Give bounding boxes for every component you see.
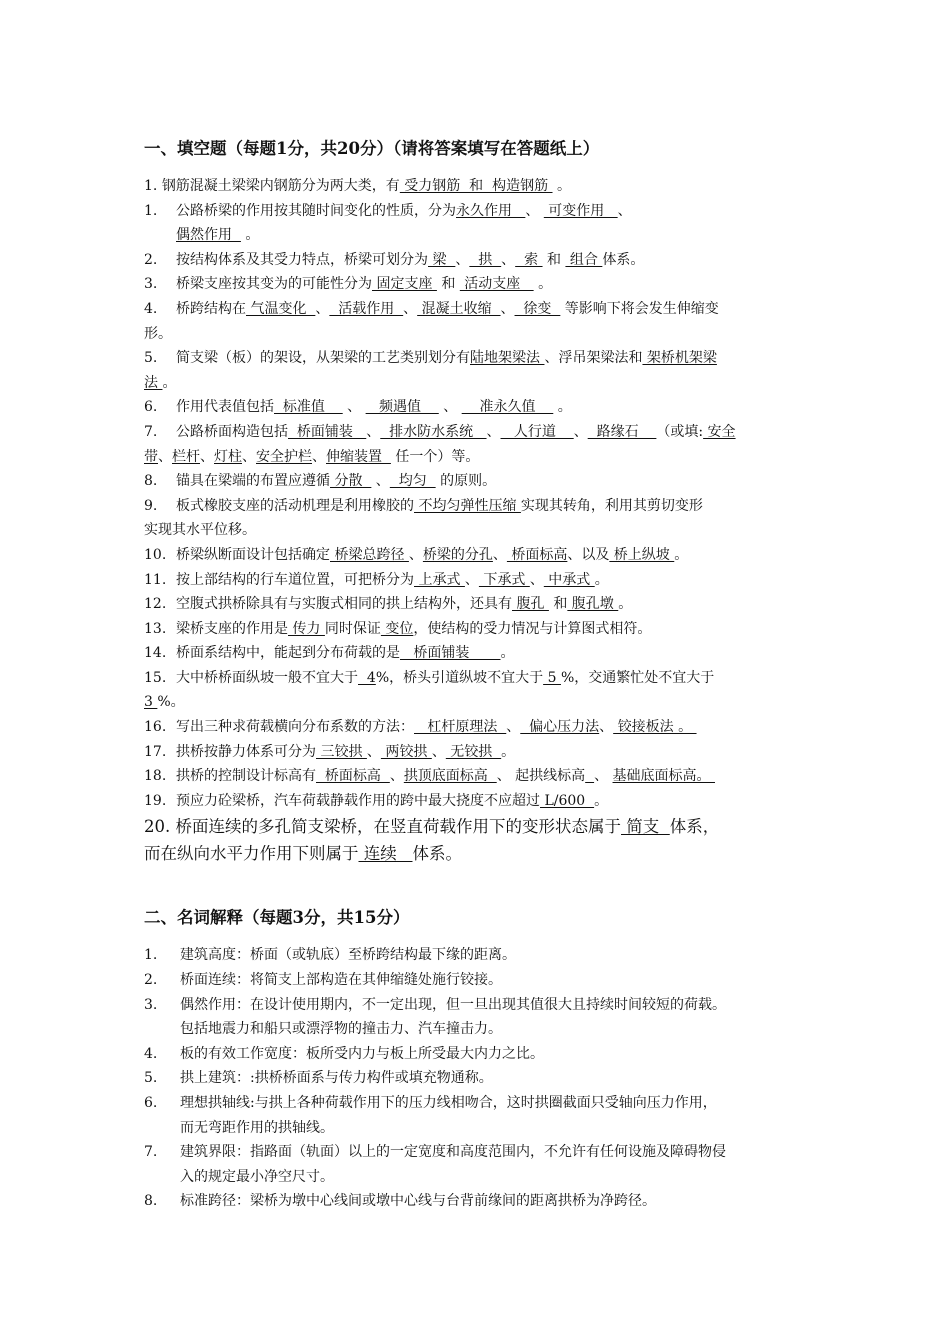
item-number: 16. [144, 719, 167, 736]
answer: L/600 [540, 792, 595, 809]
item-text: 锚具在梁端的布置应遵循 [176, 473, 330, 490]
answer: 不均匀弹性压缩 [414, 497, 521, 514]
answer: 偶然作用 [176, 227, 241, 244]
item-text: %，交通繁忙处不宜大于 [560, 669, 715, 686]
answer: 受力钢筋 和 构造钢筋 [399, 178, 553, 194]
fill-item-18 [144, 764, 816, 789]
answer: 架桥机架梁 [642, 350, 717, 367]
item-text: 和 [548, 596, 568, 613]
answer: 三铰拱 [316, 743, 367, 760]
item-number: 6. [144, 1095, 158, 1111]
item-number: 5. [144, 1070, 158, 1087]
item-number: 20. [144, 817, 171, 837]
answer: 无铰拱 [445, 743, 502, 760]
answer: 拱顶底面标高 [403, 768, 497, 785]
answer: 频遇值 [365, 399, 439, 416]
item-text: 。 [533, 276, 553, 293]
answer: 安全护栏 [256, 448, 312, 465]
answer: 永久作用 [456, 202, 526, 219]
answer: 4 [358, 669, 376, 686]
answer: 徐变 [514, 300, 561, 317]
item-text: 、 [455, 251, 470, 268]
fill-item-1 [144, 199, 816, 248]
answer: 铰接板法 。 [613, 719, 697, 736]
item-number: 8. [144, 1193, 158, 1210]
item-text: （或填: [656, 423, 704, 440]
item-text: 、以及 [567, 546, 610, 563]
fill-item-3 [144, 272, 816, 297]
definition-item-1 [144, 943, 816, 968]
item-text: 预应力砼梁桥，汽车荷载静载作用的跨中最大挠度不应超过 [176, 792, 540, 809]
item-text: 和 [542, 251, 566, 268]
item-text: 而在纵向水平力作用下则属于 [144, 844, 359, 864]
answer: 桥面铺装 [400, 645, 501, 662]
item-number: 7. [144, 1144, 158, 1161]
fill-item-2 [144, 248, 816, 273]
item-text: 桥跨结构在 [176, 300, 246, 317]
item-number: 19. [144, 792, 167, 809]
item-text: 桥面连续的多孔简支梁桥，在竖直荷载作用下的变形状态属于 [175, 817, 621, 837]
item-text: 标准跨径：梁桥为墩中心线间或墩中心线与台背前缘间的距离拱桥为净跨径。 [180, 1193, 656, 1210]
fill-item-0 [144, 174, 816, 199]
answer: 组合 [565, 251, 603, 268]
item-text: 。 [501, 743, 516, 760]
answer: 气温变化 [246, 300, 316, 317]
item-text: %，桥头引道纵坡不宜大于 [375, 669, 544, 686]
item-text: 公路桥梁的作用按其随时间变化的性质，分为 [176, 202, 456, 219]
item-text: 拱桥的控制设计标高有 [176, 768, 316, 785]
item-text: 理想拱轴线:与拱上各种荷载作用下的压力线相吻合，这时拱圈截面只受轴向压力作用， [180, 1095, 717, 1111]
item-number: 12. [144, 596, 167, 613]
item-text: 、 [529, 571, 544, 588]
fill-item-6 [144, 395, 816, 420]
fill-item-15 [144, 666, 816, 715]
item-text: 、 [500, 300, 515, 317]
definition-item-4 [144, 1042, 816, 1067]
item-text: 、 [573, 423, 588, 440]
item-text: 。 [594, 792, 609, 809]
definition-item-7 [144, 1140, 816, 1189]
answer: 偏心压力法 [520, 719, 600, 736]
item-text: 。 [618, 596, 633, 613]
fill-item-20 [144, 813, 816, 867]
item-text: 空腹式拱桥除具有与实腹式相同的拱上结构外，还具有 [176, 596, 512, 613]
answer: 连续 [358, 844, 413, 864]
answer: 腹孔墩 [567, 596, 619, 613]
answer: 伸缩装置 [326, 448, 391, 465]
answer: 变位 [380, 620, 414, 637]
item-text: 。 [674, 546, 689, 563]
answer: 排水防水系统 [380, 423, 487, 440]
definition-item-2 [144, 968, 816, 993]
answer: 桥面标高 [316, 768, 390, 785]
item-number: 4. [144, 300, 158, 317]
item-number: 10. [144, 546, 167, 563]
item-text: 、 [408, 546, 423, 563]
item-text: 体系。 [602, 251, 645, 268]
item-text: 、 [342, 399, 366, 416]
item-text: 、 [200, 448, 214, 465]
item-text: 。 [240, 227, 260, 244]
item-text: 板的有效工作宽度：板所受内力与板上所受最大内力之比。 [180, 1045, 544, 1062]
item-text: 、 [486, 423, 501, 440]
fill-item-13 [144, 617, 816, 642]
item-text: 梁桥支座的作用是 [176, 620, 288, 637]
item-text: 而无弯距作用的拱轴线。 [180, 1119, 334, 1136]
item-number: 1. [144, 178, 158, 194]
item-text: 、 [492, 546, 507, 563]
item-text: 作用代表值包括 [176, 399, 274, 416]
item-text: 、 [438, 399, 462, 416]
answer: 可变作用 [543, 202, 618, 219]
answer: 标准值 [274, 399, 343, 416]
item-number: 2. [144, 251, 158, 268]
definition-item-5 [144, 1066, 816, 1091]
fill-item-19 [144, 789, 816, 814]
definition-item-6 [144, 1091, 816, 1140]
answer: 均匀 [389, 473, 436, 490]
item-text: 实现其转角，利用其剪切变形 [520, 497, 703, 514]
answer: 安全 [703, 423, 736, 440]
item-text: 、 [594, 768, 613, 785]
fill-item-7 [144, 420, 816, 469]
answer [585, 768, 594, 784]
item-number: 18. [144, 768, 167, 785]
item-text: ，使结构的受力情况与计算图式相符。 [413, 620, 652, 637]
item-text: 按结构体系及其受力特点，桥梁可划分为 [176, 251, 428, 268]
fill-item-14 [144, 641, 816, 666]
item-text: 。 [500, 645, 515, 662]
item-text: 任一个）等。 [390, 448, 480, 465]
item-text: 入的规定最小净空尺寸。 [180, 1168, 334, 1185]
answer: 桥面铺装 [288, 423, 367, 440]
answer: 杠杆原理法 [414, 719, 507, 736]
answer: 带 [144, 448, 158, 465]
item-text: 、浮吊架梁法和 [544, 350, 643, 367]
item-text: 、 起拱线标高 [496, 768, 586, 785]
item-text: 、 [403, 300, 418, 317]
answer: 灯柱 [214, 448, 242, 465]
answer: 腹孔 [512, 596, 549, 613]
item-text: 、 [389, 768, 404, 785]
answer: 固定支座 [372, 276, 437, 293]
item-text: 拱桥按静力体系可分为 [176, 743, 316, 760]
answer: 分散 [330, 473, 372, 490]
item-text: 简支梁（板）的架设，从架梁的工艺类别划分有 [176, 350, 470, 367]
item-text: 、 [366, 423, 381, 440]
section2-title: 二、名词解释（每题3分，共15分） [144, 908, 410, 928]
item-text: 拱上建筑：:拱桥桥面系与传力构件或填充物通称。 [180, 1070, 493, 1087]
answer: 简支 [621, 817, 670, 837]
answer: 中承式 [543, 571, 595, 588]
item-text: 、 [599, 719, 614, 736]
answer: 两铰拱 [380, 743, 432, 760]
fill-item-5 [144, 346, 816, 395]
item-text: 、 [371, 473, 390, 490]
fill-item-9 [144, 494, 816, 543]
item-text: 同时保证 [324, 620, 381, 637]
item-text: 、 [315, 300, 330, 317]
item-text: 按上部结构的行车道位置，可把桥分为 [176, 571, 414, 588]
answer: 传力 [288, 620, 325, 637]
item-number: 2. [144, 972, 158, 989]
fill-item-8 [144, 469, 816, 494]
item-number: 5. [144, 350, 158, 367]
item-text: 包括地震力和船只或漂浮物的撞击力、汽车撞击力。 [180, 1021, 502, 1038]
item-text: 、 [617, 202, 632, 219]
item-text: 等影响下将会发生伸缩变 [560, 300, 719, 317]
item-text: 体系。 [412, 844, 462, 864]
answer: 人行道 [500, 423, 574, 440]
item-text: 、 [431, 743, 446, 760]
item-number: 8. [144, 473, 158, 490]
section1-title: 一、填空题（每题1分，共20分）（请将答案填写在答题纸上） [144, 139, 600, 158]
answer: 下承式 [478, 571, 530, 588]
fill-item-12 [144, 592, 816, 617]
item-number: 3. [144, 276, 158, 293]
item-text: 实现其水平位移。 [144, 522, 256, 539]
item-text: 体系， [669, 817, 720, 837]
item-text: 。 [594, 571, 609, 588]
answer: 5 [543, 669, 561, 686]
item-text: 和 [436, 276, 460, 293]
answer: 桥梁总跨径 [330, 546, 409, 563]
fill-item-11 [144, 568, 816, 593]
item-number: 13. [144, 620, 167, 637]
item-text: 桥面系结构中，能起到分布荷载的是 [176, 645, 400, 662]
item-text: 桥梁纵断面设计包括确定 [176, 546, 330, 563]
answer: 桥面标高 [506, 546, 568, 563]
item-text: 。 [162, 374, 177, 391]
item-text: 、 [366, 743, 381, 760]
item-text: 大中桥桥面纵坡一般不宜大于 [176, 669, 358, 686]
answer: 3 [144, 694, 158, 711]
item-number: 6. [144, 399, 158, 416]
item-text: 、 [464, 571, 479, 588]
item-text: 公路桥面构造包括 [176, 423, 288, 440]
item-number: 4. [144, 1045, 158, 1062]
item-text: 桥梁支座按其变为的可能性分为 [176, 276, 372, 293]
item-text: 建筑界限：指路面（轨面）以上的一定宽度和高度范围内，不允许有任何设施及障碍物侵 [180, 1144, 726, 1161]
item-text: 。 [553, 399, 572, 416]
item-number: 17. [144, 743, 167, 760]
item-text: 形。 [144, 325, 172, 342]
answer: 拱 [469, 251, 502, 268]
answer: 桥上纵坡 [609, 546, 675, 563]
answer: 准永久值 [461, 399, 554, 416]
answer: 上承式 [414, 571, 465, 588]
item-number: 14. [144, 645, 167, 662]
item-text: 的原则。 [435, 473, 497, 490]
fill-item-4 [144, 297, 816, 346]
item-text: 、 [242, 448, 256, 465]
answer: 活载作用 [329, 300, 404, 317]
fill-item-17 [144, 740, 816, 765]
answer: 路缘石 [587, 423, 657, 440]
answer: 混凝土收缩 [417, 300, 501, 317]
item-text: 建筑高度：桥面（或轨底）至桥跨结构最下缘的距离。 [180, 947, 516, 964]
answer: 基础底面标高。 [612, 768, 715, 785]
item-number: 7. [144, 423, 158, 440]
item-text: 、 [158, 448, 172, 465]
item-text: 钢筋混凝土梁梁内钢筋分为两大类，有 [161, 178, 400, 194]
item-text: %。 [157, 694, 185, 711]
item-text: 写出三种求荷载横向分布系数的方法： [176, 719, 414, 736]
answer: 桥梁的分孔 [422, 546, 493, 563]
answer: 栏杆 [172, 448, 200, 465]
item-text: 板式橡胶支座的活动机理是利用橡胶的 [176, 497, 414, 514]
definition-item-8 [144, 1189, 816, 1214]
answer: 索 [515, 251, 543, 268]
item-text: 偶然作用：在设计使用期内，不一定出现，但一旦出现其值很大且持续时间较短的荷载。 [180, 996, 726, 1013]
item-number: 1. [144, 947, 158, 964]
item-text: 桥面连续：将简支上部构造在其伸缩缝处施行铰接。 [180, 972, 502, 989]
answer: 活动支座 [459, 276, 534, 293]
definition-item-3 [144, 993, 816, 1042]
document-page [144, 138, 816, 1214]
item-text: 、 [525, 202, 544, 219]
fill-item-10 [144, 543, 816, 568]
item-number: 11. [144, 571, 167, 588]
item-text: 、 [506, 719, 521, 736]
item-text: 、 [312, 448, 326, 465]
item-text: 、 [501, 251, 516, 268]
answer: 法 [144, 374, 163, 391]
item-number: 3. [144, 996, 158, 1013]
answer: 陆地架梁法 [470, 350, 545, 367]
answer: 梁 [428, 251, 456, 268]
item-number: 9. [144, 497, 158, 514]
item-number: 1. [144, 202, 158, 219]
item-text: 。 [552, 178, 571, 194]
fill-item-16 [144, 715, 816, 740]
item-number: 15. [144, 669, 167, 686]
